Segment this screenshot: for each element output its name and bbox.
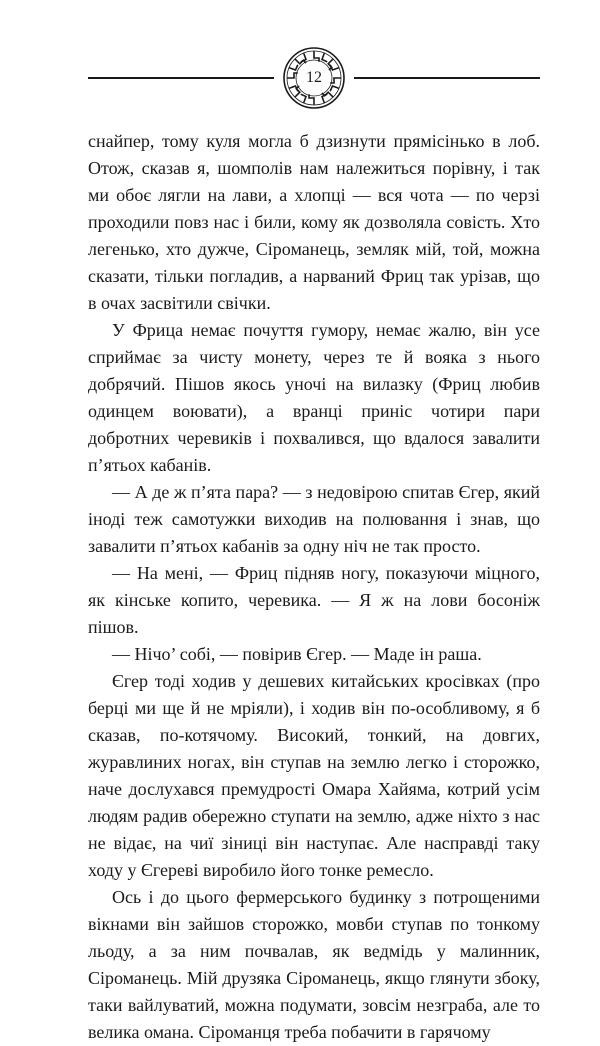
header-rule-right bbox=[354, 77, 540, 79]
body-paragraph: Єгер тоді ходив у дешевих китайських кросівках (про берці ми ще й не мріяли), і ходив він по-особливому, я б сказав, по-котячому. Високий, тонкий, на довгих, журавлиних ногах, він ступав на землю легко і сторожко, наче дослухався премудрості Омара Хайяма, котрий усім людям радив обережно ступати на землю, адже ніхто з нас не відає, на чиї зіниці він наступає. Але насправді таку ходу у Єгереві виробило його тонке ремесло. bbox=[88, 671, 540, 880]
page-body bbox=[88, 128, 540, 1046]
body-paragraph: — Нічо’ собі, — повірив Єгер. — Маде ін раша. bbox=[112, 644, 482, 664]
ornament-emblem bbox=[282, 46, 346, 110]
body-paragraph: У Фрица немає почуття гумору, немає жалю, він усе сприймає за чисту монету, через те й вояка з нього добрячий. Пішов якось уночі на вилазку (Фриц любив одинцем воювати), а вранці приніс чотири пари добротних черевиків і похвалився, що вдалося завалити п’ятьох кабанів. bbox=[88, 320, 540, 475]
page-header bbox=[88, 40, 540, 116]
body-paragraph: — На мені, — Фриц підняв ногу, показуючи міцного, як кінське копито, черевика. — Я ж на лови босоніж пішов. bbox=[88, 563, 540, 637]
body-paragraph: — А де ж п’ята пара? — з недовірою спитав Єгер, який іноді теж самотужки виходив на полювання і знав, що завалити п’ятьох кабанів за одну ніч не так просто. bbox=[88, 482, 540, 556]
body-paragraph: снайпер, тому куля могла б дзизнути прямісінько в лоб. Отож, сказав я, шомполів нам належиться порівну, і так ми обоє лягли на лави, а хлопці — вся чота — по черзі проходили повз нас і били, кому як дозволяла совість. Хто легенько, хто дужче, Сіроманець, земляк мій, той, можна сказати, тільки погладив, а нарваний Фриц так урізав, що в очах засвітили свічки. bbox=[88, 131, 540, 313]
header-rule-left bbox=[88, 77, 274, 79]
page-number: 12 bbox=[306, 69, 322, 86]
body-paragraph: Ось і до цього фермерського будинку з потрощеними вікнами він зайшов сторожко, мовби ступав по тонкому льоду, а за ним почвалав, як ведмідь у малинник, Сіроманець. Мій друзяка Сіроманець, якщо глянути збоку, таки вайлуватий, можна подумати, зовсім незграба, але то велика омана. Сіроманця треба побачити в гарячому bbox=[88, 887, 540, 1042]
